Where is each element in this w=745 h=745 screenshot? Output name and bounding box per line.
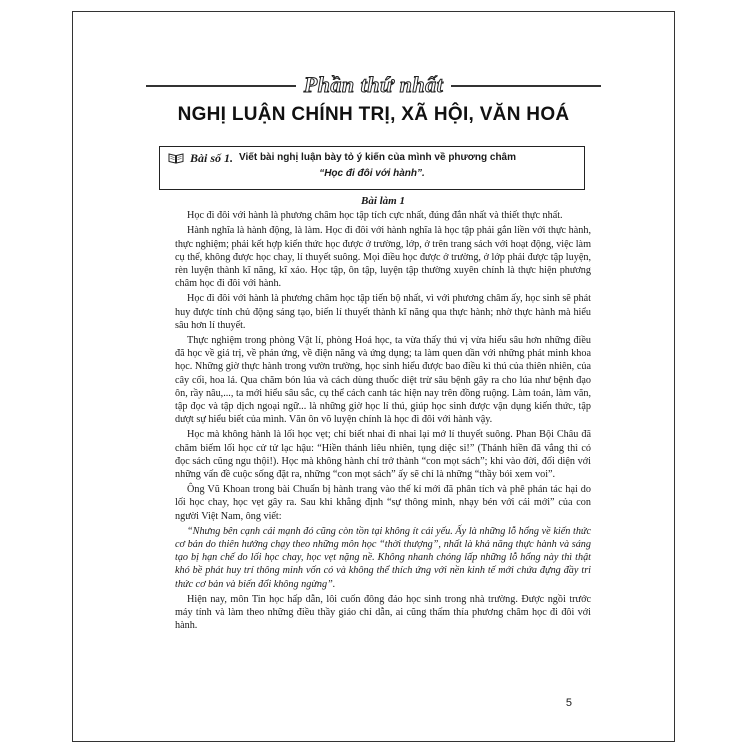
section-title: NGHỊ LUẬN CHÍNH TRỊ, XÃ HỘI, VĂN HOÁ <box>177 104 570 125</box>
exercise-prompt-line2: “Học đi đôi với hành”. <box>319 168 425 179</box>
part-title: Phần thứ nhất <box>296 72 452 98</box>
paragraph: Ông Vũ Khoan trong bài Chuẩn bị hành trang vào thế kỉ mới đã phân tích và phê phán tác hại do lối học chay, học vẹt gây ra. Sau khi khẳng định “sự thông minh, nhạy bén với cái mới” của con người Việt Nam, ông viết: <box>175 484 591 522</box>
paragraph: Hiện nay, môn Tin học hấp dẫn, lôi cuốn đông đảo học sinh trong nhà trường. Được ngồi trước máy tính và làm theo những điều thầy giáo chỉ dẫn, ai cũng thấm thía phương châm học đi đôi với hành. <box>175 593 591 632</box>
paragraph: Học đi đôi với hành là phương châm học tập tích cực nhất, đúng đắn nhất và thiết thực nhất. <box>187 210 563 222</box>
paragraph: Học đi đôi với hành là phương châm học tập tiến bộ nhất, vì với phương châm ấy, học sinh sẽ phát huy được tính chủ động sáng tạo, biến lí thuyết thành kĩ năng qua thực hành; nhờ thực hành mà hiểu sâu hơn lí thuyết. <box>175 293 591 331</box>
page-number: 5 <box>565 697 572 709</box>
paragraph: Hành nghĩa là hành động, là làm. Học đi đôi với hành nghĩa là học tập phải gắn liền với thực hành, thực nghiệm; phải kết hợp kiến thức học được ở trường, lớp, ở trên trang sách với hoạt động, việc làm cụ thể, không được học chay, lí thuyết suông. Mọi điều học được ở trường, ở lớp phải được tập luyện, rèn luyện thành kĩ năng, kĩ xảo. Học tập, ôn tập, luyện tập thường xuyên chính là thực hiện phương châm học đi đôi với hành. <box>175 225 591 290</box>
paragraph: Thực nghiệm trong phòng Vật lí, phòng Hoá học, ta vừa thấy thú vị vừa hiểu sâu hơn những điều đã học về giá trị, về phản ứng, về điện năng và ứng dụng; ta làm quen dần với những phát minh khoa học. Những giờ thực hành trong vườn trường, học sinh hiểu được bao điều kì thú của thiên nhiên, của cây cối, hoa lá. Qua chăm bón lúa và cách dùng thuốc diệt trừ sâu bệnh gây ra cho lúa như bệnh đạo ôn, rầy nâu,..., ta mới hiểu sâu sắc, cụ thể cách canh tác hiện nay trên đồng ruộng. Làm toán, làm văn, tập đọc và tập dịch ngoại ngữ... là những giờ học lí thú, giúp học sinh được vận dụng kiến thức, tập dượt sự hiểu biết của mình. Văn ôn võ luyện chính là học đi đôi với hành vậy. <box>175 335 591 426</box>
exercise-prompt-line1: Viết bài nghị luận bày tỏ ý kiến của mình về phương châm <box>239 152 517 163</box>
exercise-number: Bài số 1. <box>190 151 234 165</box>
answer-title: Bài làm 1 <box>360 195 405 207</box>
part-heading <box>73 72 674 98</box>
answer-body <box>175 195 591 635</box>
paragraph: Học mà không hành là lối học vẹt; chỉ biết nhai đi nhai lại mớ lí thuyết suông. Phan Bội Châu đã chăm biếm lối học cử tử lạc hậu: “Hiền thánh liêu nhiên, tụng diệc si!” (Thánh hiền đã vắng thì có đọc sách cũng ngu thội!). Học mà không hành chỉ trở thành “con mọt sách”; khi vào đời, đối diện với những vấn đề cuộc sống đặt ra, những “con mọt sách” ấy sẽ chỉ là những “thầy bói xem voi”. <box>175 429 591 481</box>
open-book-icon <box>168 152 184 164</box>
quote-paragraph: “Nhưng bên cạnh cái mạnh đó cũng còn tồn tại không ít cái yếu. Ấy là những lỗ hổng về kiến thức cơ bản do thiên hướng chạy theo những môn học “thời thượng”, nhất là khả năng thực hành và sáng tạo bị hạn chế do lối học chay, học vẹt nặng nề. Không nhanh chóng lấp những lỗ hổng này thì thật khó bề phát huy trí thông minh vốn có và không thể thích ứng với nền kinh tế mới chứa đựng đầy tri thức cơ bản và biến đổi không ngừng”. <box>175 525 591 590</box>
book-page <box>72 11 675 742</box>
exercise-box <box>159 146 585 190</box>
